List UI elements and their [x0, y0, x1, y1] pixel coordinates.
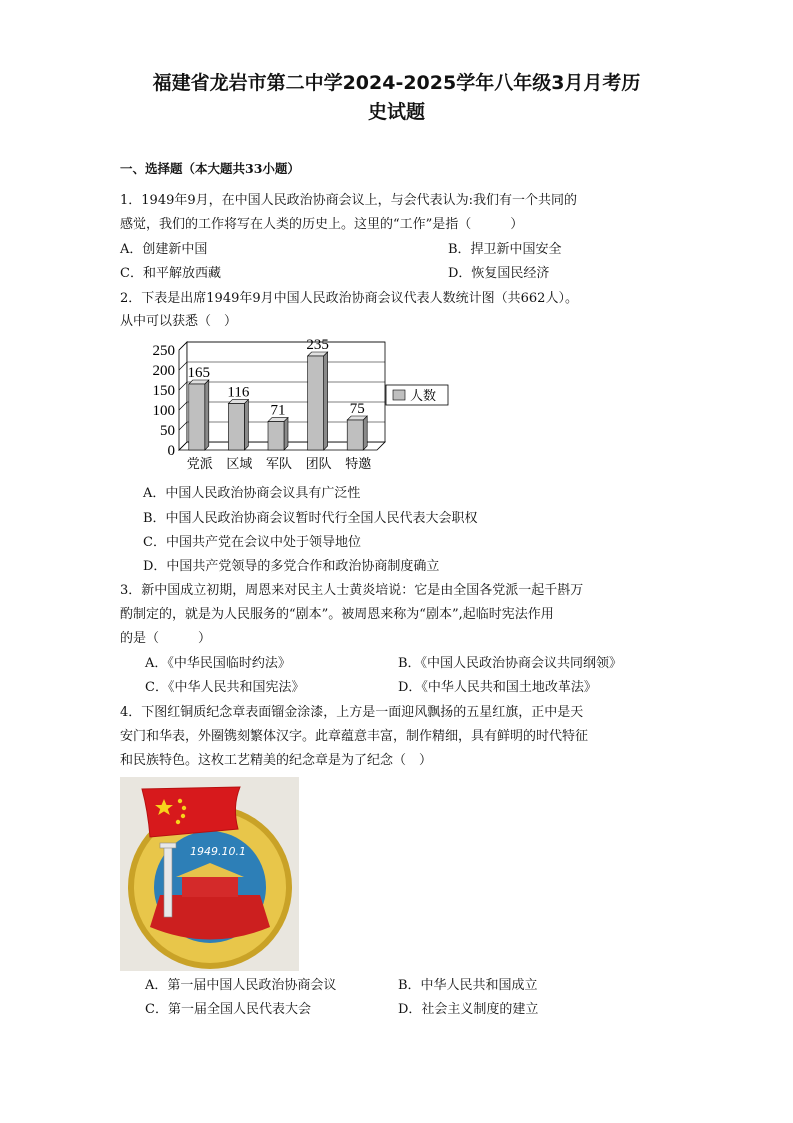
data-label: 71 [270, 402, 286, 419]
q3-option-b[interactable]: B．《中国人民政治协商会议共同纲领》 [398, 656, 623, 671]
q1-option-c[interactable]: C．和平解放西藏 [120, 266, 221, 281]
q4-stem-line2: 安门和华表，外圈镌刻繁体汉字。此章蕴意丰富，制作精细，具有鲜明的时代特征 [120, 729, 589, 744]
q1-option-b[interactable]: B．捍卫新中国安全 [448, 242, 562, 257]
q4-option-c[interactable]: C．第一届全国人民代表大会 [145, 1002, 311, 1017]
page-title-line2: 史试题 [367, 101, 425, 123]
y-tick-label: 250 [152, 343, 175, 359]
y-tick-label: 100 [152, 403, 175, 419]
q2-stem-line2: 从中可以获悉（ ） [120, 314, 238, 329]
y-tick-label: 200 [152, 363, 175, 379]
x-category-label: 特邀 [345, 457, 372, 472]
q3-option-a[interactable]: A．《中华民国临时约法》 [145, 656, 291, 671]
q3-stem-line3: 的是（ ） [120, 631, 212, 646]
q2-option-a[interactable]: A．中国人民政治协商会议具有广泛性 [143, 486, 361, 501]
x-axis-categories [187, 456, 371, 472]
x-category-label: 军队 [265, 457, 293, 472]
q1-option-a[interactable]: A．创建新中国 [120, 242, 208, 257]
y-tick-label: 50 [160, 423, 175, 439]
q2-stem-line1: 2．下表是出席1949年9月中国人民政治协商会议代表人数统计图（共662人）。 [120, 291, 578, 306]
commemorative-badge-image [120, 777, 299, 971]
delegates-bar-chart [142, 338, 462, 478]
q4-option-d[interactable]: D．社会主义制度的建立 [398, 1002, 539, 1017]
q3-stem-line1: 3．新中国成立初期，周恩来对民主人士黄炎培说：它是由全国各党派一起千斟万 [120, 583, 584, 598]
bar-军队 [268, 418, 288, 450]
y-tick-label: 0 [167, 443, 175, 459]
chart-legend [386, 385, 448, 405]
page-title-line1: 福建省龙岩市第二中学2024-2025学年八年级3月月考历 [152, 72, 641, 94]
badge-date-text: 1949.10.1 [190, 845, 246, 858]
bar-区域 [228, 400, 248, 450]
x-category-label: 区域 [226, 457, 253, 472]
data-label: 235 [306, 338, 329, 353]
q4-option-b[interactable]: B．中华人民共和国成立 [398, 978, 538, 993]
flag-icon [142, 787, 240, 837]
q4-stem-line3: 和民族特色。这枚工艺精美的纪念章是为了纪念（ ） [120, 753, 433, 768]
data-label: 165 [187, 365, 211, 381]
y-axis-ticks [153, 343, 176, 459]
q3-stem-line2: 酌制定的，就是为人民服务的“剧本”。被周恩来称为“剧本”,起临时宪法作用 [120, 607, 554, 622]
bar-特邀 [347, 416, 367, 450]
q1-option-d[interactable]: D．恢复国民经济 [448, 266, 550, 281]
x-category-label: 团队 [305, 457, 332, 472]
q3-option-d[interactable]: D．《中华人民共和国土地改革法》 [398, 680, 597, 695]
q1-stem-line1: 1．1949年9月，在中国人民政治协商会议上，与会代表认为:我们有一个共同的 [120, 193, 578, 208]
q1-stem-line2: 感觉，我们的工作将写在人类的历史上。这里的“工作”是指（ ） [120, 217, 524, 232]
bar-党派 [189, 380, 209, 450]
legend-swatch [393, 390, 405, 400]
x-category-label: 党派 [186, 457, 213, 472]
q4-stem-line1: 4．下图红铜质纪念章表面镏金涂漆，上方是一面迎风飘扬的五星红旗，正中是天 [120, 705, 584, 720]
q2-option-c[interactable]: C．中国共产党在会议中处于领导地位 [143, 535, 361, 550]
data-label: 75 [349, 401, 365, 417]
bar-团队 [308, 352, 328, 450]
q4-option-a[interactable]: A．第一届中国人民政治协商会议 [145, 978, 337, 993]
section-heading: 一、选择题（本大题共33小题） [120, 161, 300, 176]
q3-option-c[interactable]: C．《中华人民共和国宪法》 [145, 680, 305, 695]
data-label: 116 [227, 384, 250, 401]
legend-label: 人数 [410, 389, 437, 404]
q2-option-b[interactable]: B．中国人民政治协商会议暂时代行全国人民代表大会职权 [143, 511, 478, 526]
q2-option-d[interactable]: D．中国共产党领导的多党合作和政治协商制度确立 [143, 559, 440, 574]
y-tick-label: 150 [152, 383, 175, 399]
